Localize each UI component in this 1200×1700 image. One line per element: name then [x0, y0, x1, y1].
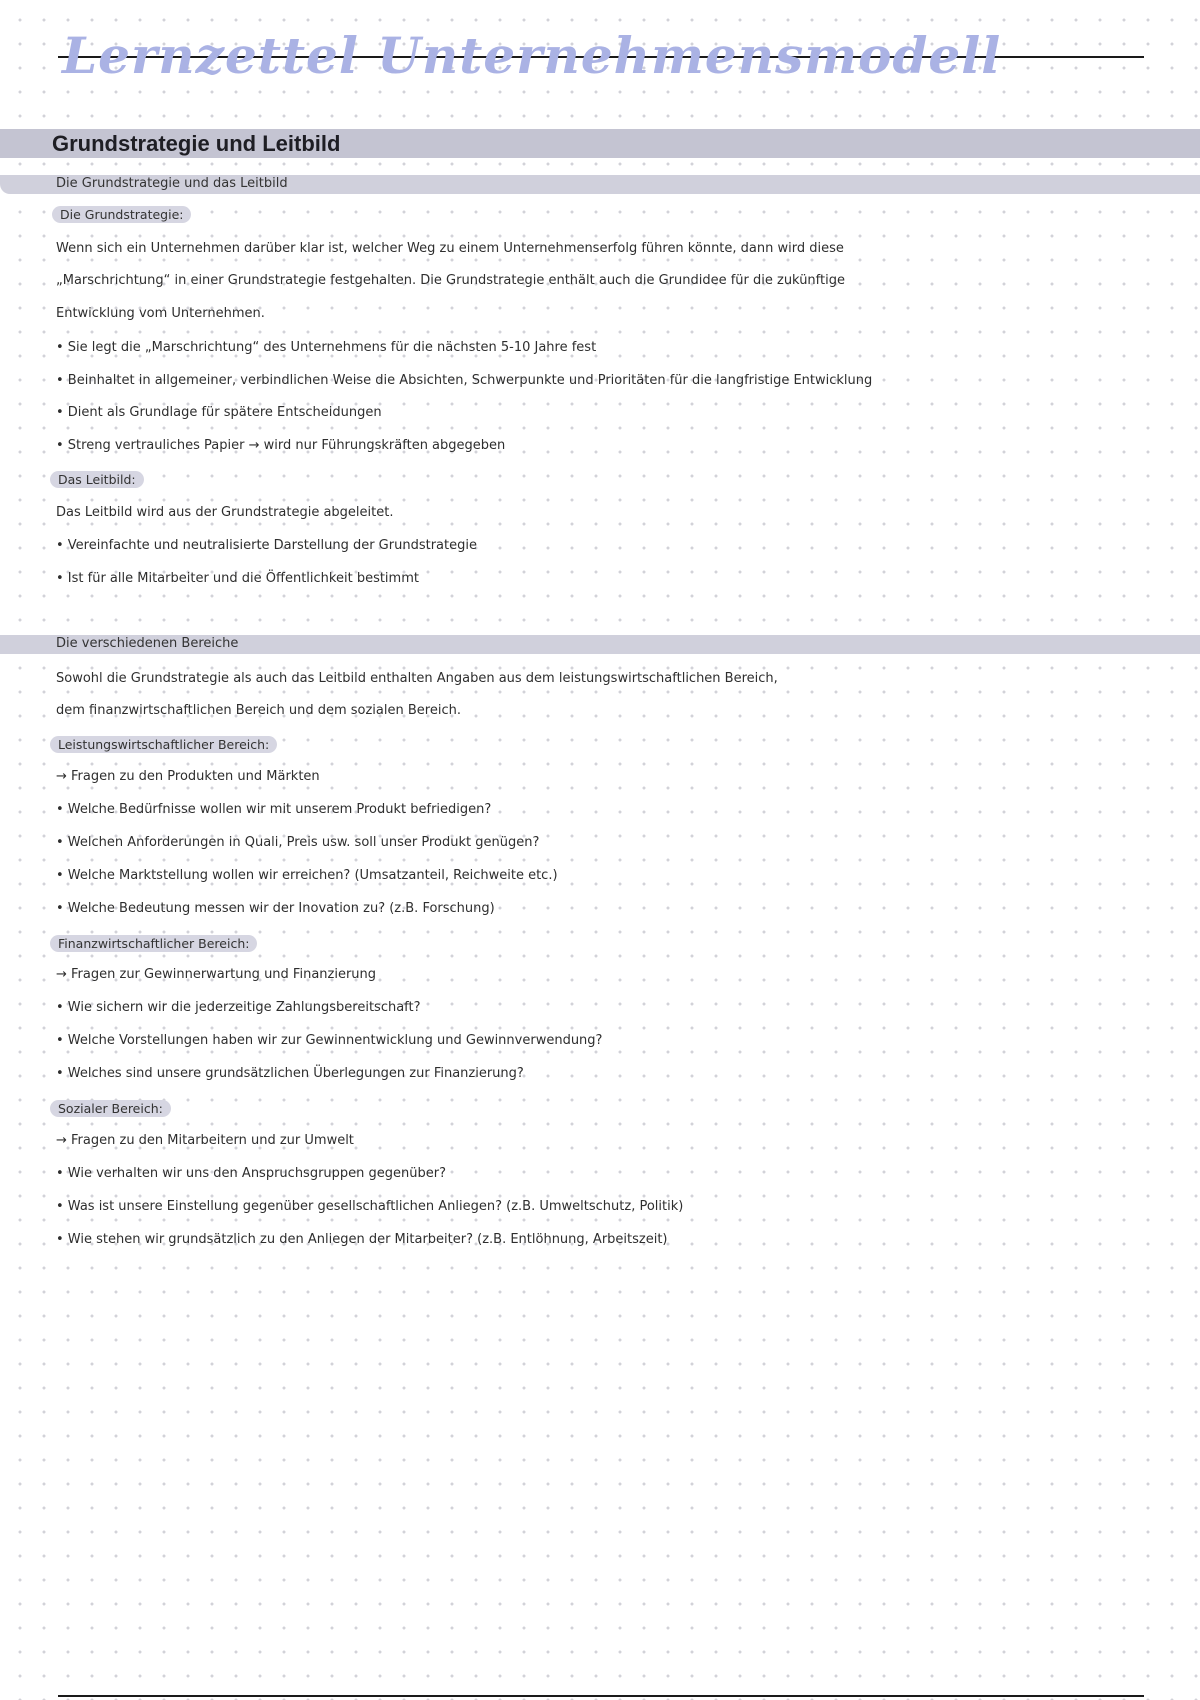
section-heading-bar — [0, 129, 1200, 158]
list-item: • Was ist unsere Einstellung gegenüber gesellschaftlichen Anliegen? (z.B. Umweltschutz, Politik) — [56, 1199, 684, 1214]
lead-line: → Fragen zu den Produkten und Märkten — [56, 769, 320, 784]
list-item: • Sie legt die „Marschrichtung“ des Unternehmens für die nächsten 5-10 Jahre fest — [56, 340, 597, 355]
list-item: • Vereinfachte und neutralisierte Darstellung der Grundstrategie — [56, 538, 477, 553]
list-item: • Wie verhalten wir uns den Anspruchsgruppen gegenüber? — [56, 1166, 447, 1181]
page-title: Lernzettel Unternehmensmodell — [62, 26, 1002, 85]
paragraph-line: Das Leitbild wird aus der Grundstrategie abgeleitet. — [56, 505, 394, 520]
list-item: • Dient als Grundlage für spätere Entscheidungen — [56, 405, 382, 420]
list-item: • Welche Bedürfnisse wollen wir mit unserem Produkt befriedigen? — [56, 802, 492, 817]
lead-line: → Fragen zur Gewinnerwartung und Finanzierung — [56, 967, 377, 982]
list-item: • Welche Marktstellung wollen wir erreichen? (Umsatzanteil, Reichweite etc.) — [56, 868, 558, 883]
paragraph-line: Wenn sich ein Unternehmen darüber klar ist, welcher Weg zu einem Unternehmenserfolg führen könnte, dann wird diese — [56, 241, 844, 256]
subsection-bar-grundstrategie-leitbild — [0, 175, 1200, 194]
list-item: • Welche Vorstellungen haben wir zur Gewinnentwicklung und Gewinnverwendung? — [56, 1033, 603, 1048]
subsection-bar-bereiche — [0, 635, 1200, 654]
label-leitbild: Das Leitbild: — [50, 471, 144, 488]
list-item: • Streng vertrauliches Papier → wird nur Führungskräften abgegeben — [56, 438, 506, 453]
label-leistungswirtschaftlich: Leistungswirtschaftlicher Bereich: — [50, 736, 277, 753]
subsection-title: Die verschiedenen Bereiche — [56, 636, 239, 651]
lead-line: → Fragen zu den Mitarbeitern und zur Umwelt — [56, 1133, 354, 1148]
list-item: • Beinhaltet in allgemeiner, verbindlichen Weise die Absichten, Schwerpunkte und Prioritäten für die langfristige Entwicklung — [56, 373, 873, 388]
list-item: • Wie stehen wir grundsätzlich zu den Anliegen der Mitarbeiter? (z.B. Entlöhnung, Arbeitszeit) — [56, 1232, 668, 1247]
paragraph-line: dem finanzwirtschaftlichen Bereich und dem sozialen Bereich. — [56, 703, 461, 718]
section-heading: Grundstrategie und Leitbild — [52, 131, 341, 156]
list-item: • Welche Bedeutung messen wir der Inovation zu? (z.B. Forschung) — [56, 901, 495, 916]
subsection-title: Die Grundstrategie und das Leitbild — [56, 176, 288, 191]
label-finanzwirtschaftlich: Finanzwirtschaftlicher Bereich: — [50, 935, 257, 952]
list-item: • Wie sichern wir die jederzeitige Zahlungsbereitschaft? — [56, 1000, 421, 1015]
list-item: • Welchen Anforderungen in Quali, Preis usw. soll unser Produkt genügen? — [56, 835, 540, 850]
list-item: • Welches sind unsere grundsätzlichen Überlegungen zur Finanzierung? — [56, 1066, 524, 1081]
label-grundstrategie: Die Grundstrategie: — [52, 206, 191, 223]
bottom-rule — [58, 1695, 1144, 1697]
list-item: • Ist für alle Mitarbeiter und die Öffentlichkeit bestimmt — [56, 571, 419, 586]
paragraph-line: Entwicklung vom Unternehmen. — [56, 306, 265, 321]
label-sozial: Sozialer Bereich: — [50, 1100, 171, 1117]
paragraph-line: Sowohl die Grundstrategie als auch das Leitbild enthalten Angaben aus dem leistungswirtschaftlichen Bereich, — [56, 671, 778, 686]
paragraph-line: „Marschrichtung“ in einer Grundstrategie festgehalten. Die Grundstrategie enthält auch die Grundidee für die zukünftige — [56, 273, 845, 288]
